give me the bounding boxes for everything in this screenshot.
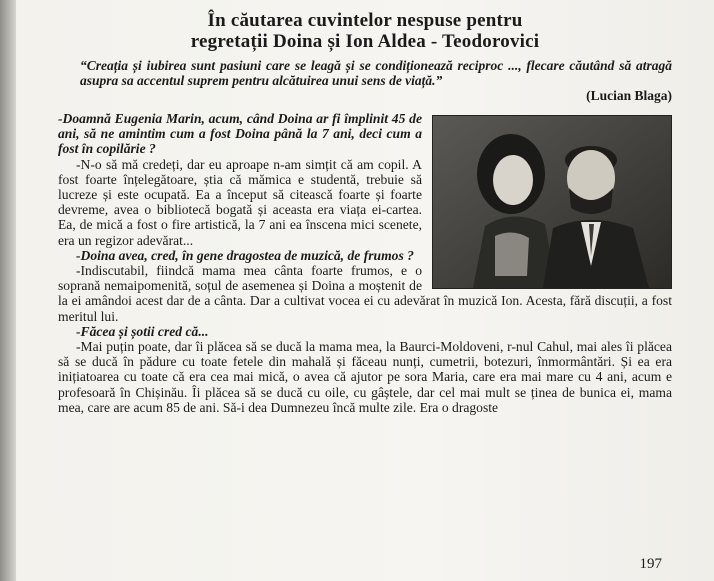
epigraph-author: (Lucian Blaga)	[586, 88, 672, 103]
answer-3: -Mai puțin poate, dar îi plăcea să se ducă la mama mea, la Baurci-Moldoveni, r-nul Cahul, mai ales îi plăcea să se ducă în pădure cu toate fetele din mahală și făceau nunți, cumetrii, botezuri, înmormântări. Și ea era inițiatoarea cu toate că era cea mai mică, o avea că ajutor pe sora Maria, care era mai mare cu 4 ani, acum e profesoară în Chișinău. Îi plăcea să se ducă cu oile, cu gâștele, dar cel mai mult se ținea de bunica ei, mama mea, care are acum 85 de ani. Să-i dea Dumnezeu încă multe zile. Era o dragoste	[58, 339, 672, 415]
couple-photo-image	[433, 116, 671, 288]
couple-photo	[432, 115, 672, 289]
interview-body	[58, 111, 672, 415]
epigraph-quote: “Creația și iubirea sunt pasiuni care se leagă și se condiționează reciproc ..., flecare căutând să atragă asupra sa accentul suprem pentru alcătuirea unui sens de viață.”	[80, 58, 672, 88]
answer-2: -Indiscutabil, fiindcă mama mea cânta foarte frumos, e o soprană nemaipomenită, soțul de asemenea și Doina a moștenit de la ei amândoi acest dar de a cânta. Dar a cultivat vocea ei cu adevărat în muzică Ion. Acesta, fără discuții, a fost meritul lui.	[58, 263, 672, 324]
answer-1: -N-o să mă credeți, dar eu aproape n-am simțit că am copil. A fost foarte înțelegătoare, știa că mămica e studentă, trebuie să lucreze și este ocupată. Ea a început să citească foarte și foarte devreme, avea o bibliotecă bogată și aceasta era viața ei-cartea. Ea, de mică a fost o fire artistică, la 7 ani ea înscena mici scenete, era un regizor adevărat...	[58, 156, 422, 248]
question-1: -Doamnă Eugenia Marin, acum, când Doina ar fi împlinit 45 de ani, să ne amintim cum a fost Doina până la 7 ani, deci cum a fost în copilărie ?	[58, 111, 422, 157]
book-gutter	[0, 0, 16, 581]
article-title	[58, 10, 672, 52]
page-number: 197	[639, 556, 662, 572]
question-3: -Făcea și șotii cred că...	[76, 323, 209, 339]
title-line-1: În căutarea cuvintelor nespuse pentru	[207, 10, 523, 31]
question-2: -Doina avea, cred, în gene dragostea de muzică, de frumos ?	[76, 247, 414, 263]
title-line-2: regretații Doina și Ion Aldea - Teodorovici	[190, 31, 540, 52]
